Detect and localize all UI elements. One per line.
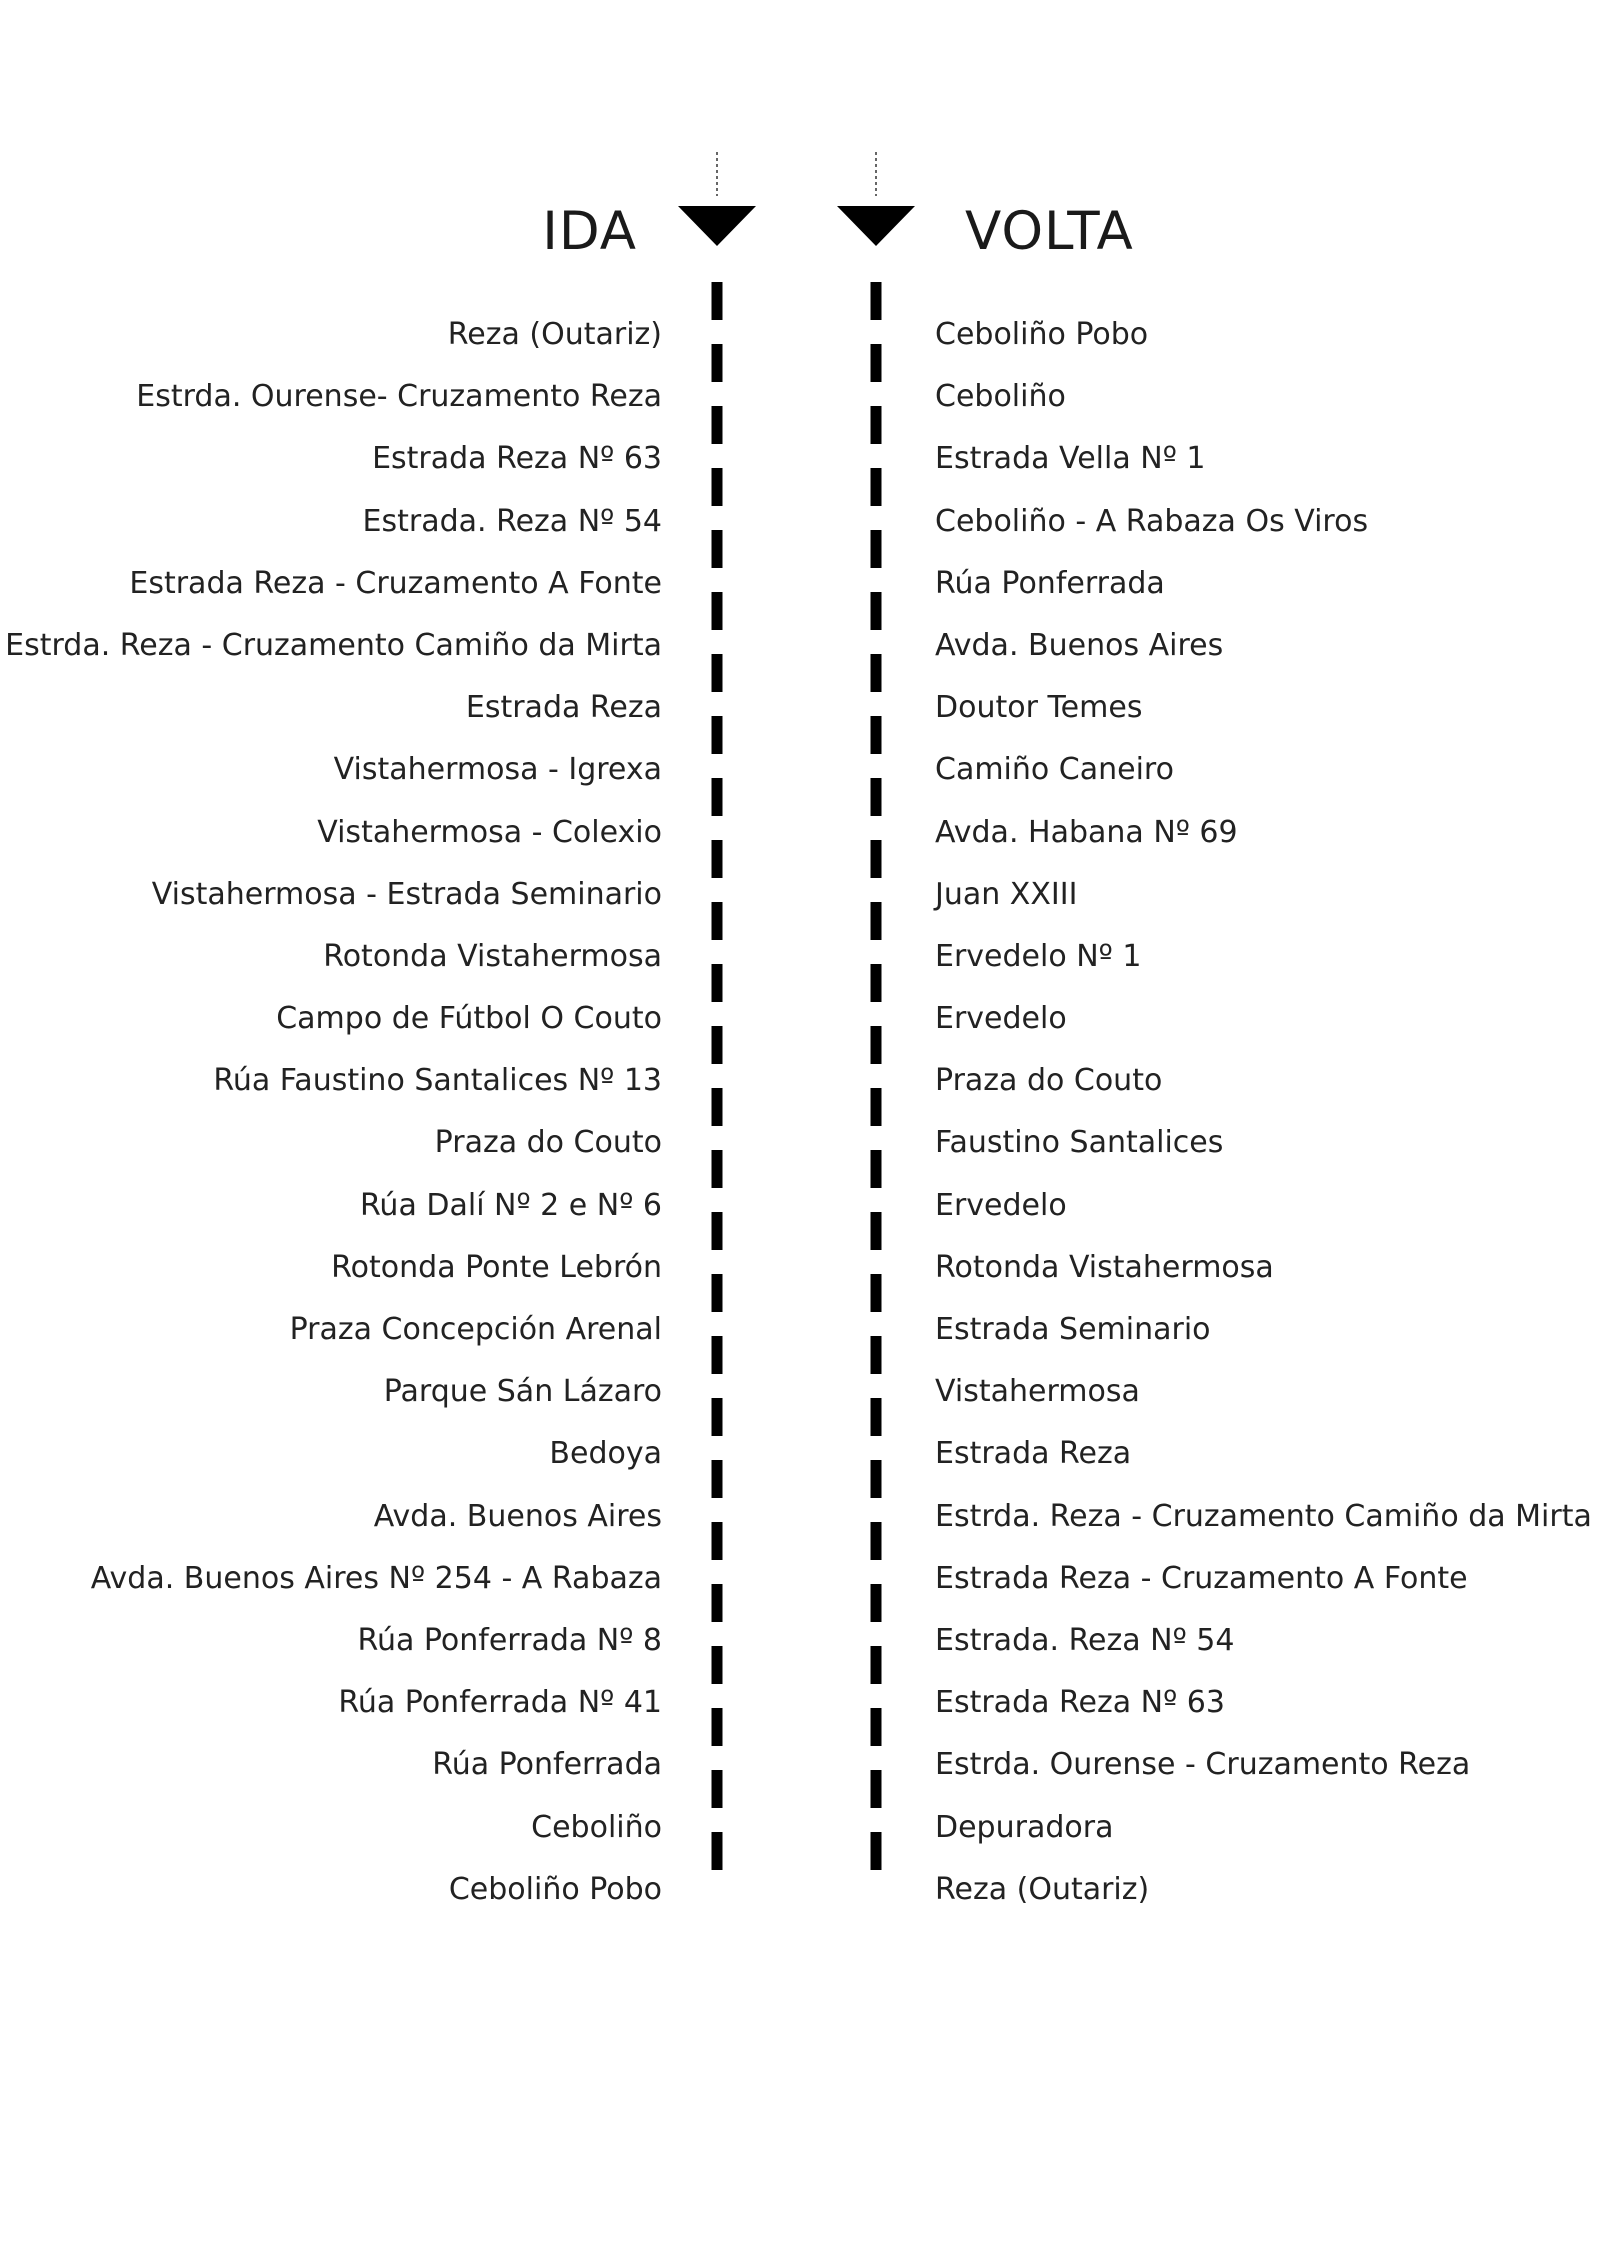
ida-stop-list: [5, 304, 662, 1921]
volta-stop: Camiño Caneiro: [935, 752, 1174, 788]
ida-stop: Rotonda Ponte Lebrón: [331, 1249, 662, 1285]
volta-stop-list: [935, 304, 1592, 1921]
ida-stop: Ceboliño: [531, 1809, 662, 1845]
ida-stop: Parque Sán Lázaro: [383, 1374, 662, 1410]
volta-stop: Estrda. Ourense - Cruzamento Reza: [935, 1747, 1471, 1783]
volta-stop: Ceboliño: [935, 379, 1066, 415]
ida-stop: Estrda. Reza - Cruzamento Camiño da Mirta: [5, 627, 662, 663]
volta-stop: Estrada. Reza Nº 54: [935, 1622, 1235, 1658]
ida-stop: Rúa Ponferrada: [432, 1747, 662, 1783]
ida-stop: Rúa Ponferrada Nº 8: [357, 1622, 662, 1658]
ida-stop: Estrada Reza Nº 63: [372, 441, 662, 477]
ida-stop: Ceboliño Pobo: [448, 1871, 662, 1907]
volta-stop: Estrda. Reza - Cruzamento Camiño da Mirta: [935, 1498, 1592, 1534]
ida-stop: Campo de Fútbol O Couto: [276, 1001, 662, 1037]
ida-stop: Vistahermosa - Colexio: [317, 814, 662, 850]
volta-stop: Avda. Habana Nº 69: [935, 814, 1238, 850]
volta-arrow-down-icon: [837, 206, 915, 246]
ida-stop: Rotonda Vistahermosa: [323, 938, 662, 974]
ida-stop: Praza Concepción Arenal: [289, 1312, 662, 1347]
volta-stop: Ceboliño Pobo: [935, 317, 1149, 352]
volta-stop: Ceboliño - A Rabaza Os Viros: [935, 503, 1369, 539]
ida-stop: Estrda. Ourense- Cruzamento Reza: [136, 379, 662, 415]
ida-stop: Rúa Dalí Nº 2 e Nº 6: [359, 1187, 662, 1223]
ida-stop: Estrada Reza: [465, 690, 662, 726]
ida-arrow-down-icon: [678, 206, 756, 246]
ida-heading: IDA: [542, 201, 637, 262]
ida-stop: Rúa Faustino Santalices Nº 13: [213, 1063, 662, 1099]
ida-stop: Avda. Buenos Aires Nº 254 - A Rabaza: [90, 1560, 662, 1596]
ida-stop: Avda. Buenos Aires: [373, 1498, 662, 1534]
volta-stop: Estrada Reza Nº 63: [935, 1685, 1225, 1721]
volta-stop: Praza do Couto: [935, 1063, 1163, 1099]
ida-stop: Rúa Ponferrada Nº 41: [338, 1685, 662, 1721]
ida-stop: Praza do Couto: [434, 1125, 662, 1161]
volta-stop: Reza (Outariz): [935, 1871, 1150, 1907]
ida-stop: Vistahermosa - Estrada Seminario: [151, 876, 662, 912]
volta-stop: Estrada Reza: [935, 1436, 1132, 1472]
volta-stop: Avda. Buenos Aires: [935, 627, 1224, 663]
ida-stop: Reza (Outariz): [447, 317, 662, 352]
volta-stop: Ervedelo: [935, 1187, 1067, 1223]
ida-stop: Bedoya: [549, 1436, 662, 1472]
volta-heading: VOLTA: [965, 201, 1134, 262]
volta-stop: Depuradora: [935, 1809, 1114, 1845]
volta-stop: Rúa Ponferrada: [935, 565, 1165, 601]
volta-stop: Estrada Seminario: [935, 1312, 1211, 1347]
volta-stop: Ervedelo Nº 1: [935, 938, 1142, 974]
volta-stop: Ervedelo: [935, 1001, 1067, 1037]
volta-stop: Estrada Vella Nº 1: [935, 441, 1206, 477]
volta-stop: Rotonda Vistahermosa: [935, 1249, 1274, 1285]
ida-stop: Estrada. Reza Nº 54: [362, 503, 662, 539]
volta-stop: Doutor Temes: [935, 690, 1143, 726]
volta-stop: Vistahermosa: [935, 1374, 1140, 1410]
ida-stop: Vistahermosa - Igrexa: [333, 752, 662, 788]
volta-stop: Juan XXIII: [935, 876, 1078, 912]
volta-stop: Estrada Reza - Cruzamento A Fonte: [935, 1560, 1468, 1596]
ida-stop: Estrada Reza - Cruzamento A Fonte: [129, 565, 662, 601]
volta-stop: Faustino Santalices: [935, 1125, 1224, 1161]
